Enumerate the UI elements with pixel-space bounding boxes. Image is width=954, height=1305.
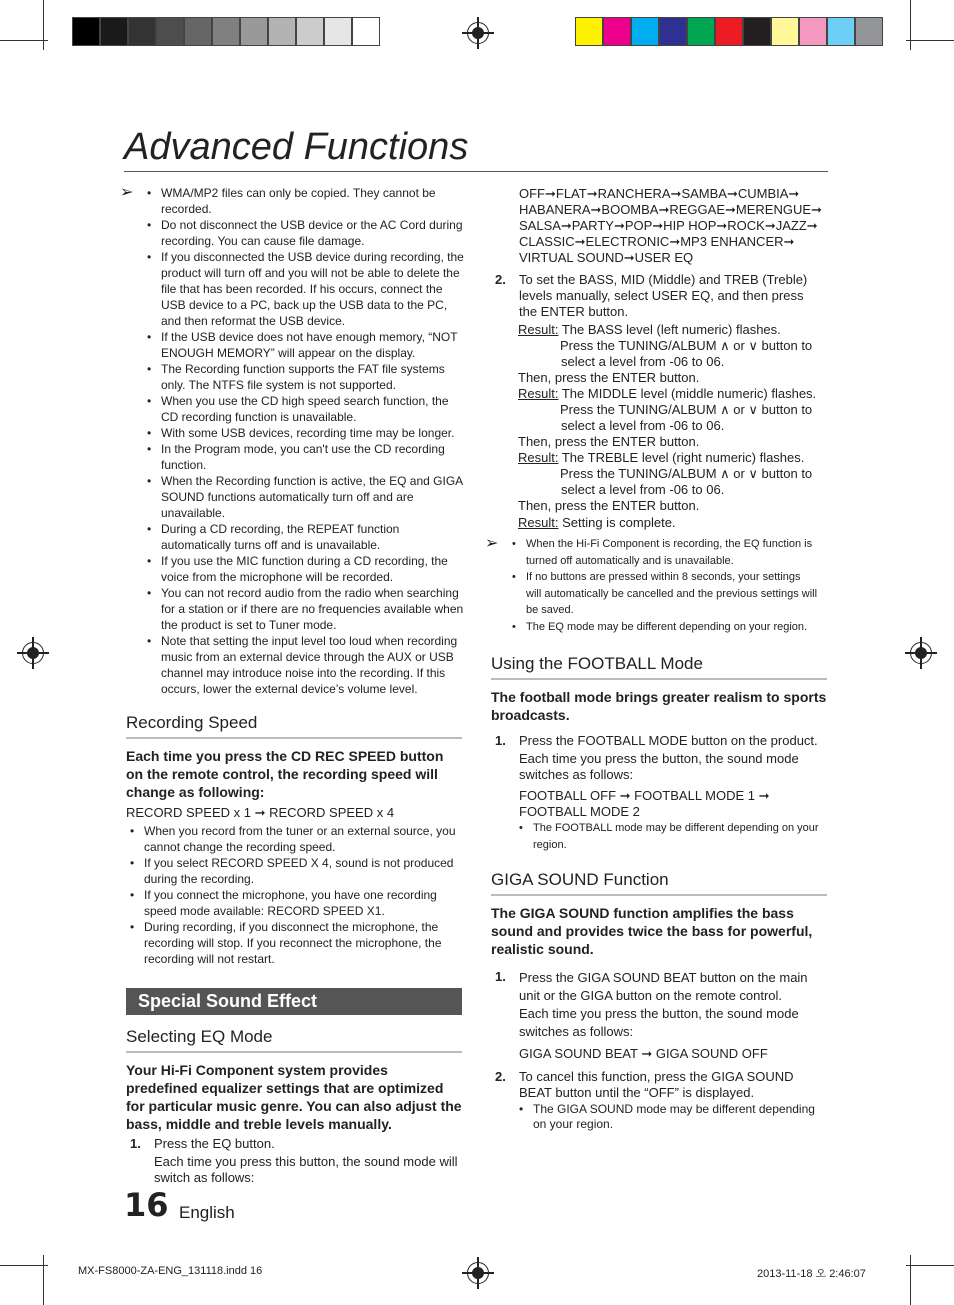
result-select: select a level from -06 to 06. (561, 418, 725, 433)
eq-notes-list (508, 536, 818, 635)
color-swatch (659, 17, 687, 46)
list-item: • If no buttons are pressed within 8 seconds, your settings will automatically be cancelled and the previous settings will be saved. (508, 569, 818, 619)
result-press: Press the TUNING/ALBUM ∧ or ∨ button to (560, 338, 813, 353)
list-item: • With some USB devices, recording time may be longer. (143, 425, 465, 441)
color-swatch (575, 17, 603, 46)
result-line (518, 450, 838, 466)
result-select: select a level from -06 to 06. (561, 354, 725, 369)
result-label: Result: (518, 450, 559, 465)
title-rule (124, 171, 828, 172)
color-swatch (827, 17, 855, 46)
color-swatch (128, 17, 156, 46)
list-item: • If the USB device does not have enough memory, “NOT ENOUGH MEMORY” will appear on the display. (143, 329, 465, 361)
result-text: Setting is complete. (562, 515, 676, 530)
color-swatch (352, 17, 380, 46)
color-swatch (268, 17, 296, 46)
page-title: Advanced Functions (124, 126, 469, 168)
color-swatch (156, 17, 184, 46)
recording-notes-list (143, 185, 465, 697)
football-sequence-2: FOOTBALL MODE 2 (519, 804, 640, 819)
registration-mark-icon (467, 1262, 489, 1284)
eq-mode-line: SALSA➞PARTY➞POP➞HIP HOP➞ROCK➞JAZZ➞ (519, 218, 818, 233)
step-number: 2. (495, 272, 506, 287)
result-press: Press the TUNING/ALBUM ∧ or ∨ button to (560, 466, 813, 481)
section-heading: GIGA SOUND Function (491, 870, 827, 896)
eq-mode-line: OFF➞FLAT➞RANCHERA➞SAMBA➞CUMBIA➞ (519, 186, 800, 201)
color-swatch (855, 17, 883, 46)
football-note-list (515, 820, 820, 853)
crop-mark (906, 1265, 954, 1266)
list-item: • When the Hi-Fi Component is recording, the EQ function is turned off automatically and is unavailable. (508, 536, 818, 569)
section-heading: Using the FOOTBALL Mode (491, 654, 827, 680)
color-swatch (296, 17, 324, 46)
giga-step2: To cancel this function, press the GIGA SOUND BEAT button until the “OFF” is displayed. (519, 1069, 794, 1100)
list-item: • Note that setting the input level too loud when recording music from an external device through the AUX or USB channel may introduce noise into the recording. If this occurs, lower the external device’s volume level. (143, 633, 465, 697)
result-line (518, 515, 838, 531)
eq-step2: To set the BASS, MID (Middle) and TREB (Treble) levels manually, select USER EQ, and then press the ENTER button. (519, 272, 808, 319)
list-item: • If you use the MIC function during a CD recording, the voice from the microphone will be recorded. (143, 553, 465, 585)
color-swatch (687, 17, 715, 46)
section-lead: Your Hi-Fi Component system provides predefined equalizer settings that are optimized for particular music genre. You can also adjust the bass, middle and treble levels manually. (126, 1062, 462, 1132)
list-item: • If you select RECORD SPEED X 4, sound is not produced during the recording. (126, 855, 462, 887)
eq-mode-line: HABANERA➞BOOMBA➞REGGAE➞MERENGUE➞ (519, 202, 822, 217)
result-then: Then, press the ENTER button. (518, 434, 700, 449)
list-item: • When you use the CD high speed search function, the CD recording function is unavailable. (143, 393, 465, 425)
color-swatch (799, 17, 827, 46)
football-section (491, 654, 827, 724)
football-step1: Press the FOOTBALL MODE button on the product. (519, 733, 818, 748)
giga-note: • The GIGA SOUND mode may be different depending on your region. (515, 1102, 825, 1132)
color-swatch (631, 17, 659, 46)
crop-mark (43, 1255, 44, 1305)
list-item: • If you disconnected the USB device during recording, the product will turn off and you will not be able to delete the file that has been recorded. If his occurs, connect the USB device to a PC, back up the USB data to the PC, and then reformat the USB device. (143, 249, 465, 329)
crop-mark (910, 1255, 911, 1305)
eq-mode-sequence (519, 186, 839, 266)
note-arrow-icon: ➢ (485, 535, 499, 552)
list-item: • During a CD recording, the REPEAT function automatically turns off and is unavailable. (143, 521, 465, 553)
list-item: • When the Recording function is active, the EQ and GIGA SOUND functions automatically turn off and are unavailable. (143, 473, 465, 521)
giga-step1: Press the GIGA SOUND BEAT button on the main unit or the GIGA button on the remote control. (519, 970, 808, 1003)
eq-step1: Press the EQ button. (154, 1136, 275, 1151)
speed-sequence: RECORD SPEED x 1 ➞ RECORD SPEED x 4 (126, 805, 395, 820)
list-item: • The Recording function supports the FAT file systems only. The NTFS file system is not supported. (143, 361, 465, 393)
result-select: select a level from -06 to 06. (561, 482, 725, 497)
color-swatch (184, 17, 212, 46)
result-block (518, 322, 838, 386)
color-swatch (324, 17, 352, 46)
result-line (518, 386, 838, 402)
color-swatch (240, 17, 268, 46)
color-swatch (72, 17, 100, 46)
eq-step1-sub: Each time you press this button, the sound mode will switch as follows: (154, 1154, 458, 1185)
result-block (518, 450, 838, 514)
section-heading: Selecting EQ Mode (126, 1027, 462, 1053)
result-text: The BASS level (left numeric) flashes. (561, 322, 781, 337)
result-text: The TREBLE level (right numeric) flashes. (561, 450, 805, 465)
giga-sequence: GIGA SOUND BEAT ➞ GIGA SOUND OFF (519, 1046, 768, 1061)
section-lead: The football mode brings greater realism to sports broadcasts. (491, 689, 827, 723)
list-item: • In the Program mode, you can't use the CD recording function. (143, 441, 465, 473)
color-swatch (743, 17, 771, 46)
result-text: The MIDDLE level (middle numeric) flashes. (561, 386, 817, 401)
result-then: Then, press the ENTER button. (518, 498, 700, 513)
result-press: Press the TUNING/ALBUM ∧ or ∨ button to (560, 402, 813, 417)
color-swatch (212, 17, 240, 46)
football-step1-sub: Each time you press the button, the sound mode switches as follows: (519, 751, 799, 782)
list-item: • The EQ mode may be different depending on your region. (508, 619, 818, 636)
section-lead: The GIGA SOUND function amplifies the bass sound and provides twice the bass for powerful, realistic sound. (491, 905, 813, 957)
crop-mark (0, 1265, 48, 1266)
color-swatch (603, 17, 631, 46)
color-swatch (715, 17, 743, 46)
step-number: 1. (495, 733, 506, 748)
recording-speed-section (126, 713, 462, 967)
step-number: 2. (495, 1069, 506, 1084)
result-label: Result: (518, 386, 559, 401)
note-arrow-icon: ➢ (120, 184, 134, 201)
giga-step1-sub: Each time you press the button, the sound mode switches as follows: (519, 1006, 799, 1039)
speed-notes-list (126, 823, 462, 967)
list-item: • If you connect the microphone, you have one recording speed mode available: RECORD SPEED X1. (126, 887, 462, 919)
giga-section (491, 870, 827, 958)
result-label: Result: (518, 515, 559, 530)
giga-note-list (515, 1102, 825, 1132)
football-sequence: FOOTBALL OFF ➞ FOOTBALL MODE 1 ➞ (519, 788, 770, 803)
step-number: 1. (130, 1136, 141, 1151)
eq-section (126, 1027, 462, 1133)
registration-mark-icon (910, 642, 932, 664)
list-item: • WMA/MP2 files can only be copied. They cannot be recorded. (143, 185, 465, 217)
crop-mark (906, 40, 954, 41)
footer-date: 2013-11-18 오 2:46:07 (757, 1268, 866, 1280)
list-item: • During recording, if you disconnect the microphone, the recording will stop. If you reconnect the microphone, the recording will not restart. (126, 919, 462, 967)
registration-mark-icon (467, 22, 489, 44)
eq-mode-line: VIRTUAL SOUND➞USER EQ (519, 250, 694, 265)
color-swatch (771, 17, 799, 46)
color-swatch (100, 17, 128, 46)
result-block (518, 386, 838, 450)
page-number: 16 (124, 1186, 169, 1224)
result-label: Result: (518, 322, 559, 337)
eq-mode-line: CLASSIC➞ELECTRONIC➞MP3 ENHANCER➞ (519, 234, 795, 249)
eq-results (518, 322, 838, 531)
result-then: Then, press the ENTER button. (518, 370, 700, 385)
registration-mark-icon (22, 642, 44, 664)
crop-mark (43, 0, 44, 50)
result-line (518, 322, 838, 338)
footer-file-name: MX-FS8000-ZA-ENG_131118.indd 16 (78, 1265, 263, 1277)
football-note: • The FOOTBALL mode may be different depending on your region. (515, 820, 820, 853)
list-item: • You can not record audio from the radio when searching for a station or if there are no frequencies available when the product is set to Tuner mode. (143, 585, 465, 633)
crop-mark (910, 0, 911, 50)
special-sound-effect-banner: Special Sound Effect (126, 988, 462, 1015)
list-item: • When you record from the tuner or an external source, you cannot change the recording speed. (126, 823, 462, 855)
section-heading: Recording Speed (126, 713, 462, 739)
crop-mark (0, 40, 48, 41)
section-lead: Each time you press the CD REC SPEED button on the remote control, the recording speed will change as following: (126, 748, 444, 800)
page-language: English (179, 1203, 235, 1222)
step-number: 1. (495, 969, 506, 984)
list-item: • Do not disconnect the USB device or the AC Cord during recording. You can cause file damage. (143, 217, 465, 249)
